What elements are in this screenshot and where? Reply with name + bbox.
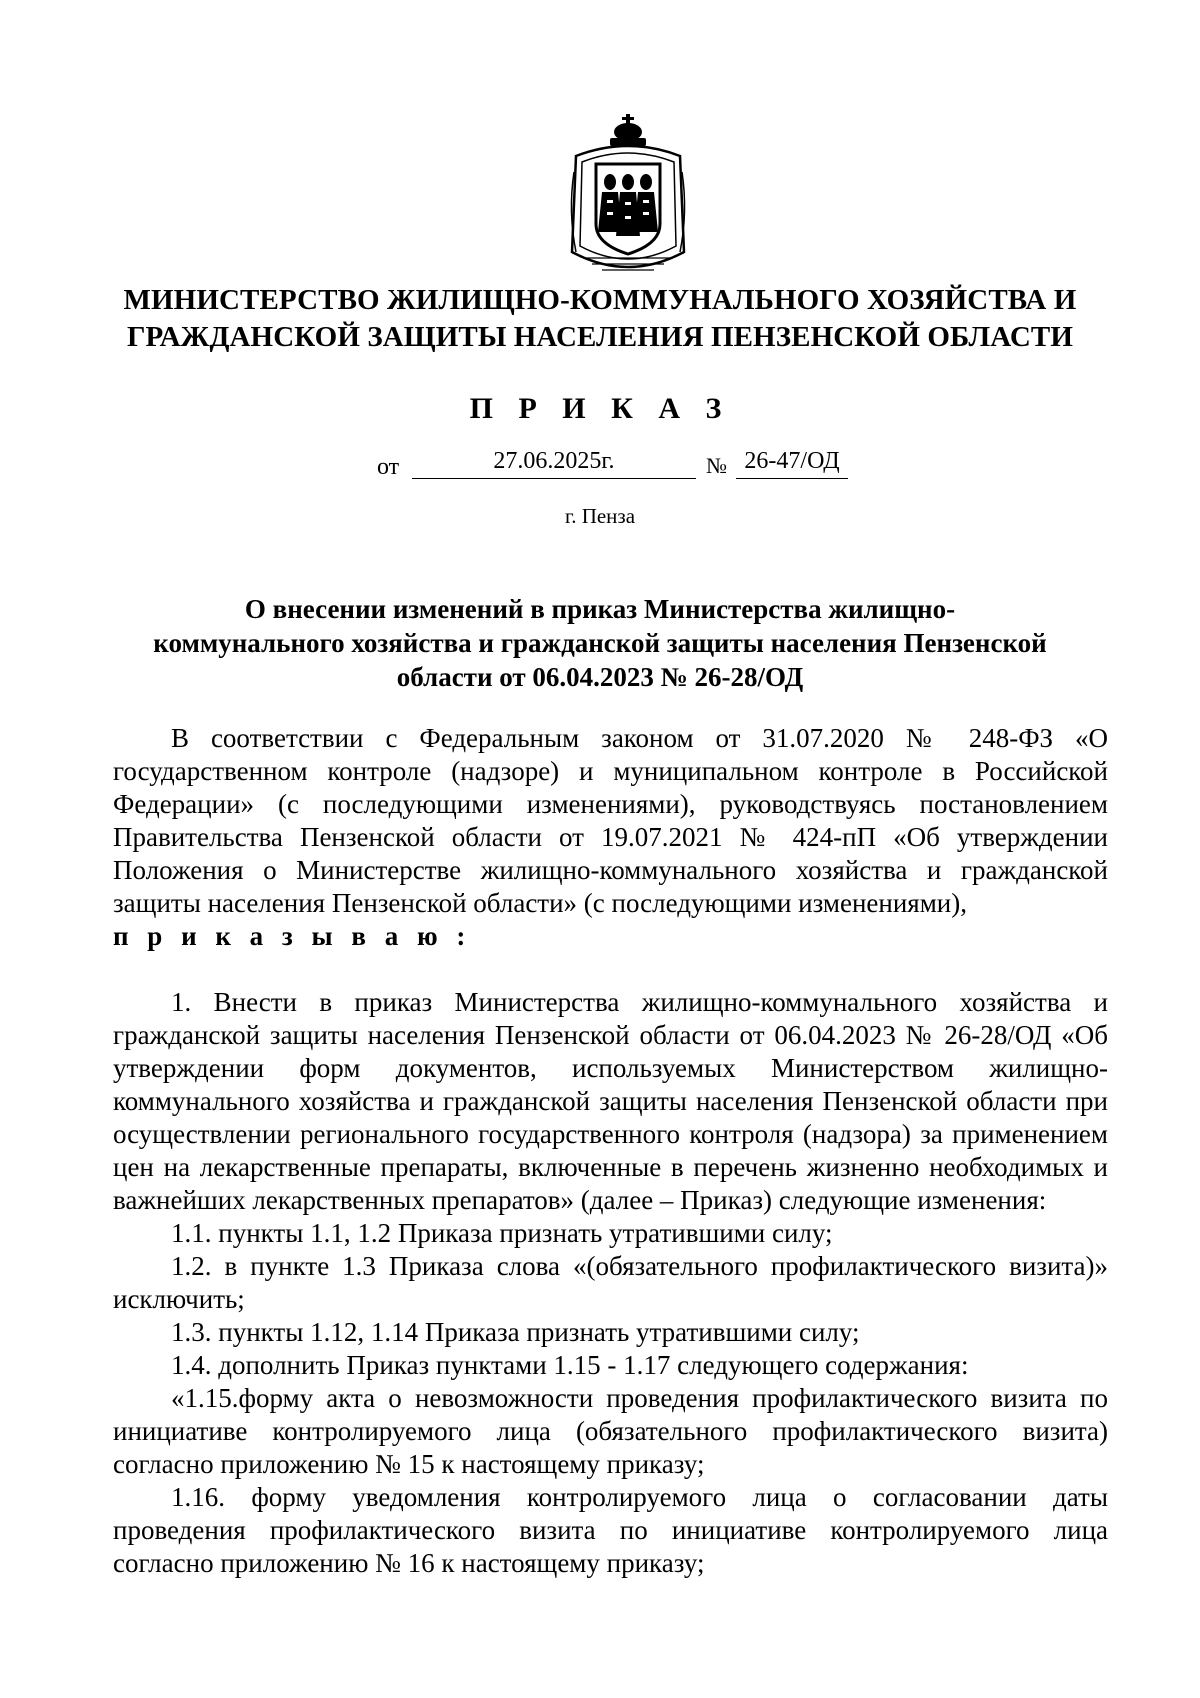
document-body — [113, 722, 1108, 1580]
document-number: 26-47/ОД — [736, 448, 848, 479]
number-sign: № — [706, 453, 727, 478]
item-1-3-paragraph: 1.3. пункты 1.12, 1.14 Приказа признать утратившими силу; — [171, 1317, 860, 1347]
city-label: г. Пенза — [564, 504, 636, 528]
item-1-paragraph: 1. Внести в приказ Министерства жилищно-коммунального хозяйства и гражданской защиты населения Пензенской области от 06.04.2023 № 26-28/ОД «Об утверждении форм документов, используемых Министерством жилищно-коммунального хозяйства и гражданской защиты населения Пензенской области при осуществлении регионального государственного контроля (надзора) за применением цен на лекарственные препараты, включенные в перечень жизненно необходимых и важнейших лекарственных препаратов» (далее – Приказ) следующие изменения: — [113, 987, 1108, 1215]
document-subject — [120, 592, 1080, 694]
subject-line-2: коммунального хозяйства и гражданской защиты населения Пензенской — [153, 628, 1047, 658]
item-1-1-paragraph: 1.1. пункты 1.1, 1.2 Приказа признать утратившими силу; — [171, 1218, 833, 1248]
coat-of-arms-emblem — [566, 112, 690, 278]
item-1-2-paragraph: 1.2. в пункте 1.3 Приказа слова «(обязательного профилактического визита)» исключить; — [113, 1251, 1108, 1314]
order-word: п р и к а з ы в а ю : — [113, 921, 472, 951]
ministry-name-line-2: ГРАЖДАНСКОЙ ЗАЩИТЫ НАСЕЛЕНИЯ ПЕНЗЕНСКОЙ ОБЛАСТИ — [126, 321, 1073, 353]
subject-line-1: О внесении изменений в приказ Министерства жилищно- — [244, 594, 956, 624]
ministry-name — [90, 282, 1110, 356]
document-type-title: П Р И К А З — [469, 392, 731, 425]
document-date: 27.06.2025г. — [412, 448, 696, 479]
item-1-16-paragraph: 1.16. форму уведомления контролируемого лица о согласовании даты проведения профилактического визита по инициативе контролируемого лица согласно приложению № 16 к настоящему приказу; — [113, 1482, 1108, 1578]
item-1-15-paragraph: «1.15.форму акта о невозможности проведения профилактического визита по инициативе контролируемого лица (обязательного профилактического визита) согласно приложению № 15 к настоящему приказу; — [113, 1383, 1108, 1479]
ministry-name-line-1: МИНИСТЕРСТВО ЖИЛИЩНО-КОММУНАЛЬНОГО ХОЗЯЙСТВА И — [123, 284, 1077, 316]
preamble-paragraph: В соответствии с Федеральным законом от 31.07.2020 № 248-ФЗ «О государственном контроле (надзоре) и муниципальном контроле в Российской Федерации» (с последующими изменениями), руководствуясь постановлением Правительства Пензенской области от 19.07.2021 № 424-пП «Об утверждении Положения о Министерстве жилищно-коммунального хозяйства и гражданской защиты населения Пензенской области» (с последующими изменениями), — [113, 723, 1108, 918]
item-1-4-paragraph: 1.4. дополнить Приказ пунктами 1.15 - 1.17 следующего содержания: — [171, 1350, 969, 1380]
subject-line-3: области от 06.04.2023 № 26-28/ОД — [396, 662, 804, 692]
date-prefix: от — [377, 454, 400, 480]
date-number-row — [0, 448, 1200, 480]
